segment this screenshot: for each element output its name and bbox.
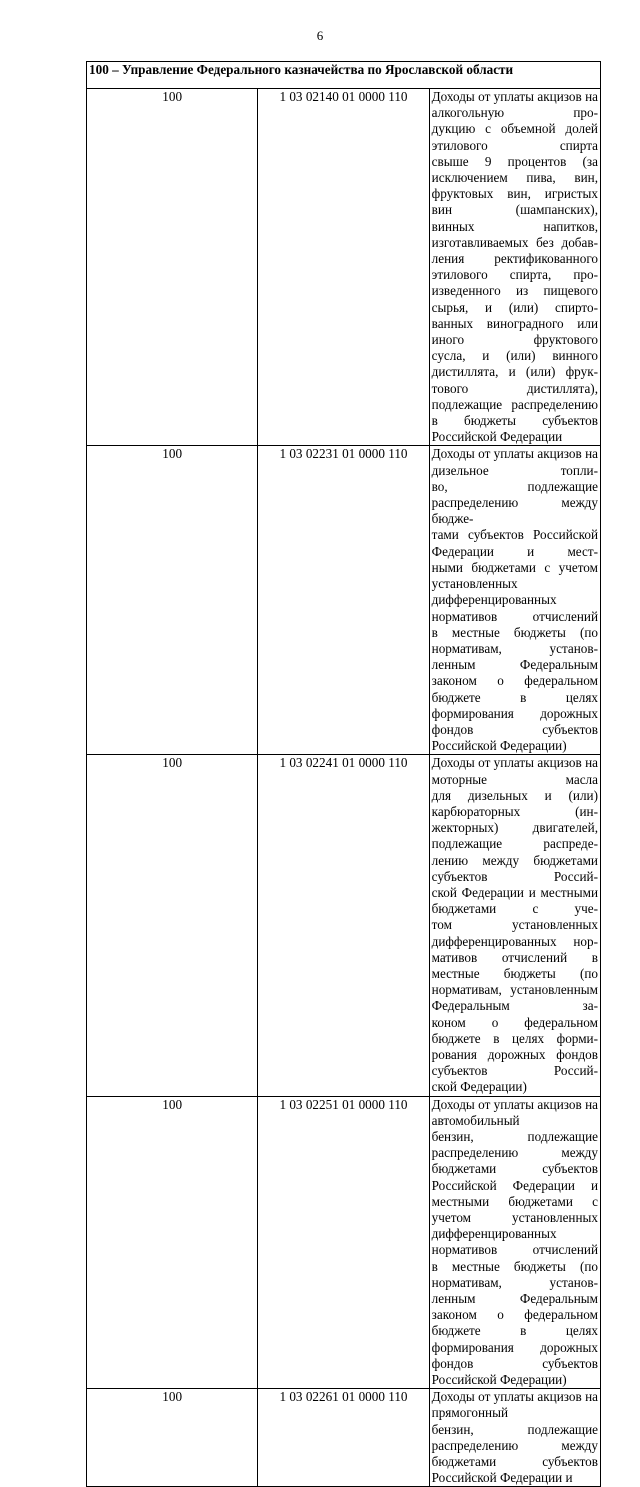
description-line: жекторных) двигателей, подлежащие распреде- — [431, 820, 598, 852]
description-line: тами субъектов Российской Федерации и мест- — [431, 527, 598, 559]
description-line: ской Федерации и местными бюджетами с уче- — [431, 884, 598, 917]
description-line: в местные бюджеты (по нормативам, установ- — [431, 1258, 598, 1290]
description-line: бюджетами субъектов Российской Федерации и — [431, 1454, 598, 1486]
table-row — [87, 446, 601, 755]
description-line: изведенного из пищевого сырья, и (или) спирто- — [431, 283, 598, 315]
description-line: бензин, подлежащие распределению между — [431, 1129, 598, 1161]
description-line: дукцию с объемной долей этилового спирта — [431, 121, 598, 153]
description-line: коном о федеральном бюджете в целях форми- — [431, 1014, 598, 1046]
description-line: фруктовых вин, игристых вин (шампанских), — [431, 186, 598, 218]
table-header: 100 – Управление Федерального казначейства по Ярославской области — [87, 62, 601, 89]
description-line: нормативам, установленным Федеральным за- — [431, 982, 598, 1014]
revenue-code-cell: 1 03 02261 01 0000 110 — [258, 1389, 429, 1487]
revenue-code-cell: 1 03 02251 01 0000 110 — [258, 1096, 429, 1389]
description-line: в бюджеты субъектов Российской Федерации — [431, 413, 598, 445]
description-line: Доходы от уплаты акцизов на алкогольную про- — [431, 89, 598, 121]
description-line: бензин, подлежащие распределению между — [431, 1421, 598, 1453]
description-line: дифференцированных нормативов отчислений — [431, 1226, 598, 1258]
description-line: тового дистиллята), подлежащие распределению — [431, 380, 598, 412]
description-line: свыше 9 процентов (за исключением пива, вин, — [431, 153, 598, 186]
admin-code-cell: 100 — [87, 89, 258, 446]
revenue-code-cell: 1 03 02241 01 0000 110 — [258, 755, 429, 1096]
page-number: 6 — [316, 28, 324, 43]
description-line: для дизельных и (или) карбюраторных (ин- — [431, 787, 598, 819]
description-line: лению между бюджетами субъектов Россий- — [431, 852, 598, 884]
description-line: фондов субъектов Российской Федерации) — [431, 721, 598, 754]
revenue-description-cell — [429, 1389, 600, 1487]
description-line: бюджете в целях формирования дорожных — [431, 689, 598, 721]
description-line: в местные бюджеты (по нормативам, установ- — [431, 624, 598, 656]
admin-code-cell: 100 — [87, 446, 258, 755]
table-row — [87, 755, 601, 1096]
description-line: во, подлежащие распределению между бюдже- — [431, 478, 598, 527]
description-line: сусла, и (или) винного дистиллята, и (или) фрук- — [431, 348, 598, 380]
description-line: том установленных дифференцированных нор- — [431, 917, 598, 949]
description-line: ванных виноградного или иного фруктового — [431, 315, 598, 348]
revenue-description-cell — [429, 446, 600, 755]
revenue-code-cell: 1 03 02140 01 0000 110 — [258, 89, 429, 446]
table-row — [87, 89, 601, 446]
table-row — [87, 1096, 601, 1389]
revenue-description-cell — [429, 1096, 600, 1389]
description-line: Доходы от уплаты акцизов на прямогонный — [431, 1389, 598, 1421]
description-line: винных напитков, изготавливаемых без добав- — [431, 218, 598, 250]
description-line: Доходы от уплаты акцизов на моторные масла — [431, 755, 598, 787]
table-row — [87, 1389, 601, 1487]
description-line: ской Федерации) — [431, 1079, 527, 1095]
revenue-codes-table — [86, 61, 601, 1487]
table-header-row — [87, 62, 601, 89]
description-line: ленным Федеральным законом о федеральном — [431, 657, 598, 689]
description-line: фондов субъектов Российской Федерации) — [431, 1355, 598, 1388]
description-line: дифференцированных нормативов отчислений — [431, 592, 598, 624]
description-line: Доходы от уплаты акцизов на автомобильный — [431, 1096, 598, 1128]
revenue-code-cell: 1 03 02231 01 0000 110 — [258, 446, 429, 755]
description-line: ления ректификованного этилового спирта, про- — [431, 251, 598, 283]
revenue-description-cell — [429, 89, 600, 446]
description-line: бюджетами субъектов Российской Федерации и — [431, 1161, 598, 1193]
description-line: рования дорожных фондов субъектов Россий- — [431, 1046, 598, 1079]
description-line: местными бюджетами с учетом установленных — [431, 1193, 598, 1226]
description-line: бюджете в целях формирования дорожных — [431, 1323, 598, 1355]
admin-code-cell: 100 — [87, 1389, 258, 1487]
description-line: ными бюджетами с учетом установленных — [431, 559, 598, 592]
description-line: мативов отчислений в местные бюджеты (по — [431, 949, 598, 981]
description-line: ленным Федеральным законом о федеральном — [431, 1291, 598, 1323]
revenue-description-cell — [429, 755, 600, 1096]
description-line: Доходы от уплаты акцизов на дизельное топли- — [431, 446, 598, 478]
admin-code-cell: 100 — [87, 1096, 258, 1389]
admin-code-cell: 100 — [87, 755, 258, 1096]
